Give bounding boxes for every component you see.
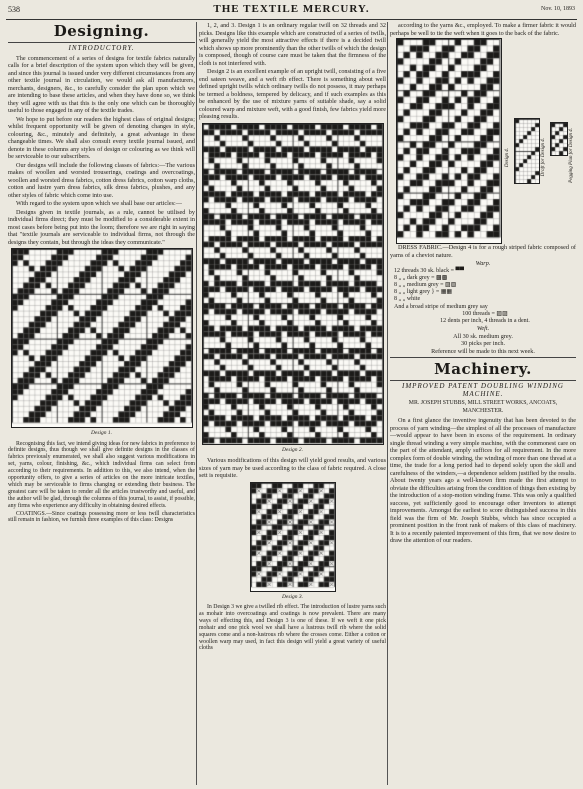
warp-line: 8 „ „ medium grey = ▨▨ xyxy=(394,281,457,288)
paragraph: In Design 3 we give a twilled rib effect. The introduction of lustre yarns such as mohair into overcoatings and coatings is now prevalent. There are many ways of effecting this, and Design 3 is one of these. If we weft it one pick mohair and one pick wool we shall have a lustrous twill rib where the solid squares come and a non-lustrous rib where the crosses come. Either a cotton or woollen warp may used, in fact this design will yield a great variety of useful cloths xyxy=(199,604,386,652)
paragraph: Recognising this fact, we intend giving ideas for new fabrics in preference to definite designs, thus though we shall give definite designs in the classes of fabrics previously enumerated, we shall also suggest various modifications in set, yarns, colour, finishing, &c., which individual firms can select from according to their requirements. In addition to this, we also intend, when the opportunity offers, to give a series of articles on the more intricate textiles, which may be serviceable to firms changing or extending their business. The greatest care will be taken to render all the articles trustworthy and useful, and the author will be glad, through the columns of this journal, to assist, if possible, any firms who experience any difficulty in obtaining desired effects. xyxy=(8,440,195,509)
warp-heading: Warp. xyxy=(475,260,491,267)
column-3 xyxy=(390,22,576,546)
design-4-weave-grid xyxy=(396,38,502,244)
paragraph: Designs given in textile journals, as a rule, cannot be utilised by individual firms direct; they must be modified to a considerable extent in most cases before being put into the loom; therefore we are right in saying that "textile journals are serviceable to individual firms, not through the designs they contain, but through the ideas they communicate." xyxy=(8,208,195,246)
paragraph: The commencement of a series of designs for textile fabrics naturally calls for a brief description of the system upon which they will be given, and since this journal is issued under very different circumstances from any other textile journal in circulation, we would ask all manufacturers, merchants, designers, &c., to carefully consider the plan upon which we are intending to base these articles, and when they have done so, we think they will agree with us that this is the only one which can be thoroughly useful to those engaged in any of the textile trades. xyxy=(8,54,196,114)
manufacturer-line: MR. JOSEPH STUBBS, MILL STREET WORKS, ANCOATS, MANCHESTER. xyxy=(408,400,558,414)
paragraph: Various modifications of this design will yield good results, and various sizes of yarn may be used according to the class of fabric required. A close sett is requisite. xyxy=(199,457,386,479)
reference-note: Reference will be made to this next week. xyxy=(431,347,535,355)
design-4-figure xyxy=(390,38,576,244)
divider xyxy=(390,380,576,381)
warp-line: 8 „ „ light grey } = ▦▦ xyxy=(394,289,453,296)
design-2-weave-grid xyxy=(202,123,384,445)
paragraph: DRESS FABRIC.—Design 4 is for a rough striped fabric composed of yarns of a cheviot nature. xyxy=(390,244,576,259)
warp-line: 12 dents per inch, 4 threads in a dent. xyxy=(440,317,530,324)
pegging-plan-label: Pegging Plan for Design 4. xyxy=(569,128,574,183)
column-1 xyxy=(8,22,195,525)
pegging-plan-grid xyxy=(550,122,568,156)
weft-heading: Weft. xyxy=(476,325,490,333)
section-subtitle: INTRODUCTORY. xyxy=(68,44,135,52)
warp-line: 100 threads = ▨▨ xyxy=(462,310,508,317)
figure-caption: Design 1. xyxy=(90,430,113,436)
draft-label: Draft for Design 4. xyxy=(541,138,546,177)
weft-line: All 30 sk. medium grey. xyxy=(453,332,513,340)
warp-line: And a broad stripe of medium grey say xyxy=(394,303,488,310)
warp-line: 8 „ „ white xyxy=(394,296,421,303)
paragraph: With regard to the system upon which we shall base our articles:— xyxy=(16,200,182,207)
figure-caption: Design 2. xyxy=(281,446,304,453)
divider xyxy=(390,357,576,358)
section-title-designing: Designing. xyxy=(53,22,150,40)
design-4-label: Design 4. xyxy=(505,148,510,168)
header-rule xyxy=(6,19,577,20)
article-subtitle: IMPROVED PATENT DOUBLING WINDING MACHINE. xyxy=(402,382,564,398)
paragraph: COATINGS.—Since coatings possessing more or less twill characteristics still remain in fashion, we furnish three examples of this class: Designs xyxy=(8,510,195,524)
weft-line: 30 picks per inch. xyxy=(461,340,505,348)
issue-date: Nov. 10, 1893 xyxy=(541,6,575,12)
design-1-weave-grid xyxy=(11,248,193,428)
masthead-title: THE TEXTILE MERCURY. xyxy=(213,3,370,15)
paragraph: Our designs will include the following classes of fabrics:—The various makes of woollen and worsted trouserings, coatings and overcoatings, woollen and worsted dress fabrics, cotton dress fabrics, cotton warp cloths, cotton and lustre yarn dress fabrics, silk dress fabrics, plushes, and any other styles of fabric which come into use. xyxy=(8,161,195,199)
column-2 xyxy=(199,22,386,653)
paragraph: We hope to put before our readers the highest class of original designs; whilst frequent opportunity will be given of denoting changes in style, colouring, &c., minutely and definitely, a great advantage in these changeable times. We shall also consult every textile journal issued, and denote in these columns any styles of design or colouring as we think will be serviceable to our subscribers. xyxy=(8,115,195,160)
design-3-weave-grid xyxy=(250,482,336,592)
page-header xyxy=(8,3,575,19)
column-divider xyxy=(387,22,388,785)
column-divider xyxy=(196,22,197,785)
divider xyxy=(8,42,195,43)
warp-line: 12 threads 30 sk. black = ▀▀ xyxy=(394,267,465,274)
page-number: 538 xyxy=(8,5,20,14)
section-title-machinery: Machinery. xyxy=(434,360,532,379)
paragraph: 1, 2, and 3. Design 1 is an ordinary regular twill on 32 threads and 32 picks. Designs like this example which are constructed of a series of twills, will generally yield the most attractive effects if there is a decided twill which shows up more prominently than the other twills of which the design is composed, though of course care must be taken that the firmness of the cloth is not interfered with. xyxy=(199,22,386,67)
figure-caption: Design 3. xyxy=(281,593,304,600)
paragraph: Design 2 is an excellent example of an upright twill, consisting of a five end sateen weave, and a weft rib effect. There is something about well defined upright twills which ordinary twills do not possess, it may perhaps be termed a boldness, tempered by delicacy, and if such examples as this be enhanced by the use of mixture yarns of suitable shade, say a solid coloured warp and mixture weft, with a good finish, few fabrics yield more pleasing results. xyxy=(199,68,386,120)
warp-line: 8 „ „ dark grey = ▩▩ xyxy=(394,274,448,281)
warp-spec xyxy=(394,268,576,326)
draft-grid xyxy=(514,118,540,184)
paragraph: On a first glance the inventive ingenuity that has been devoted to the process of yarn winding—the simplest of all the processes of manufacture—would appear to have been in excess of the requirement. In ordinary single thread winding a very simple machine, with the commonest care on the part of the attendant, amply suffices for all requirement. In the more complex form of double winding, the winding of more than one thread at a time, the trade for a long period had to depend solely upon the skill and carefulness of the winders,—a dependence seldom justified by the results. About twenty years ago a well-known firm made the first attempt to obviate the difficulties arising from the condition of things then existing by the introduction of a stop-motion winding frame. This was only a qualified success, yet sufficiently good to encourage other inventors to attempt improvements. Amongst the earliest to score distinguished success in this field was the firm of Mr. Joseph Stubbs, which has since occupied a prominent position in the front rank of makers of this class of machinery. It is to a recently patented improvement of this firm, that we now desire to draw the attention of our readers. xyxy=(390,417,576,545)
paragraph: according to the yarns &c., employed. To make a firmer fabric it would perhaps be well to tie the weft when it goes to the back of the fabric. xyxy=(390,22,576,37)
